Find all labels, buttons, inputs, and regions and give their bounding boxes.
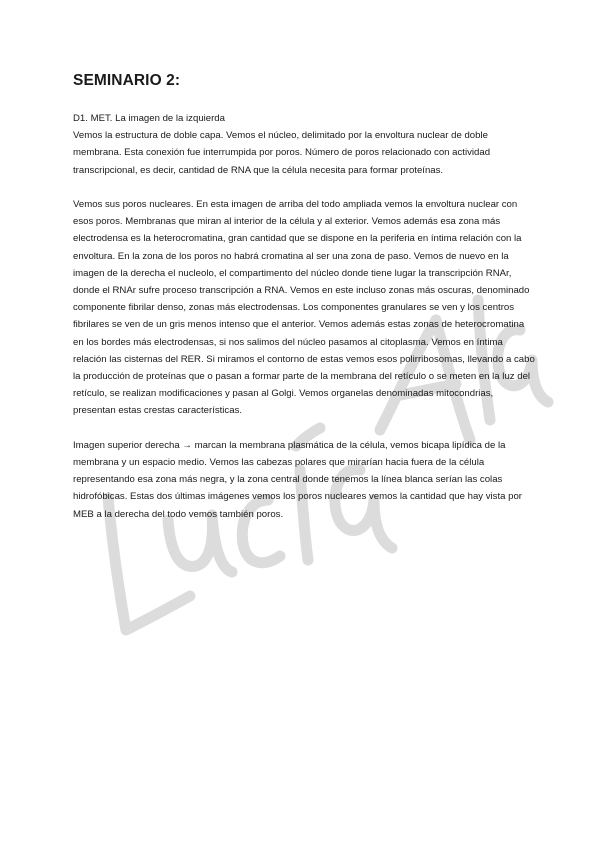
paragraph-1: Vemos la estructura de doble capa. Vemos el núcleo, delimitado por la envoltura nuclear de doble membrana. Esta conexión fue interrumpida por poros. Número de poros relacionado con actividad transcripcional, es decir, cantidad de RNA que la célula necesita para formar proteínas. [73, 130, 491, 176]
paragraph-3: Imagen superior derecha → marcan la membrana plasmática de la célula, vemos bicapa lipídica de la membrana y un espacio medio. Vemos las cabezas polares que mirarían hacia fuera de la célula representando esa zona más negra, y la zona central donde tenemos la línea blanca serían las colas hidrofóbicas. Estas dos últimas imágenes vemos los poros nucleares vemos la cantidad que hay vista por MEB a la derecha del todo vemos también poros. [73, 439, 523, 520]
document-title: SEMINARIO 2: [73, 72, 181, 89]
paragraph-spacer [73, 420, 535, 437]
paragraph-2: Vemos sus poros nucleares. En esta imagen de arriba del todo ampliada vemos la envoltura nuclear con esos poros. Membranas que miran al interior de la célula y al exterior. Vemos además esa zona más electrodensa es la heterocromatina, gran cantidad que se dispone en la periferia en íntima relación con la envoltura. En la zona de los poros no habrá cromatina al ser una zona de paso. Vemos de nuevo en la imagen de la derecha el nucleolo, el compartimento del núcleo donde tiene lugar la transcripción RNAr, donde el RNAr sufre proceso transcripción a RNA. Vemos en este incluso zonas más oscuras, denominado componente fibrilar denso, zonas más electrodensas. Los componentes granulares se ven y los centros fibrilares se ven de un gris menos intenso que el anterior. Vemos además estas zonas de heterocromatina en los bordes más electrodensas, si nos salimos del núcleo pasamos al citoplasma. Vemos en íntima relación las cisternas del RER. Si miramos el contorno de estas vemos esos polirribosomas, llevando a cabo la producción de proteínas que o pasan a formar parte de la membrana del retículo o se meten en la luz del retículo, se realizan modificaciones y pasan al Golgi. Vemos organelas denominadas mitocondrias, presentan estas crestas características. [73, 199, 535, 417]
section-subheading: D1. MET. La imagen de la izquierda [73, 113, 225, 124]
document-body [73, 110, 535, 523]
paragraph-spacer [73, 179, 535, 196]
